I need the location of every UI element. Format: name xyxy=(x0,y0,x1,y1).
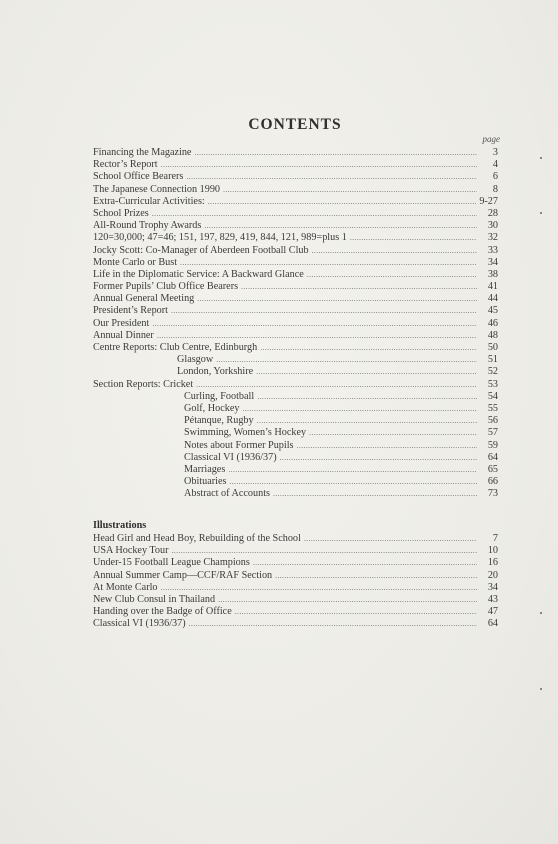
illustration-entry xyxy=(93,594,498,606)
contents-entry xyxy=(93,464,498,476)
dot-leader xyxy=(297,440,477,452)
contents-entry-title: Abstract of Accounts xyxy=(184,488,271,500)
illustration-entry-page: 10 xyxy=(487,545,498,557)
dot-leader xyxy=(152,318,477,330)
dot-leader xyxy=(242,403,477,415)
dot-leader xyxy=(228,464,477,476)
illustration-entry xyxy=(93,545,498,557)
contents-entry xyxy=(93,427,498,439)
contents-entry-title: Marriages xyxy=(184,463,226,475)
illustration-entry-page: 34 xyxy=(487,581,498,593)
illustration-entry-title: Classical VI (1936/37) xyxy=(93,618,186,630)
contents-entry-title: Obituaries xyxy=(184,476,227,488)
contents-entry-page: 9-27 xyxy=(479,195,498,207)
contents-entry-title: Annual General Meeting xyxy=(93,293,195,305)
illustration-entry-page: 16 xyxy=(487,557,498,569)
dot-leader xyxy=(208,196,477,208)
contents-entry xyxy=(93,318,498,330)
contents-entry xyxy=(93,220,498,232)
illustration-entry-title: Under-15 Football League Champions xyxy=(93,557,250,569)
illustration-entry xyxy=(93,570,498,582)
dot-leader xyxy=(172,545,478,557)
contents-entry-title: School Office Bearers xyxy=(93,171,184,183)
contents-entry xyxy=(93,159,498,171)
contents-entry-title: All-Round Trophy Awards xyxy=(93,220,202,232)
paper-speck xyxy=(540,612,542,614)
contents-entry xyxy=(93,379,498,391)
contents-entry-title: Pétanque, Rugby xyxy=(184,415,254,427)
contents-entry xyxy=(93,330,498,342)
contents-entry-page: 56 xyxy=(487,415,498,427)
contents-entry xyxy=(93,245,498,257)
contents-entry-page: 44 xyxy=(487,293,498,305)
contents-entry xyxy=(93,354,498,366)
contents-entry-title: Classical VI (1936/37) xyxy=(184,451,277,463)
contents-entry-page: 32 xyxy=(487,232,498,244)
illustration-entry-title: USA Hockey Tour xyxy=(93,545,169,557)
dot-leader xyxy=(275,570,477,582)
contents-entry-page: 28 xyxy=(487,207,498,219)
dot-leader xyxy=(304,533,477,545)
contents-entry-title: Notes about Former Pupils xyxy=(184,439,294,451)
dot-leader xyxy=(280,452,477,464)
illustration-entry xyxy=(93,618,498,630)
illustration-entry xyxy=(93,582,498,594)
dot-leader xyxy=(350,232,477,244)
dot-leader xyxy=(241,281,477,293)
contents-entry-page: 41 xyxy=(487,281,498,293)
contents-entry xyxy=(93,415,498,427)
illustration-entry-page: 7 xyxy=(492,533,498,544)
contents-entry xyxy=(93,269,498,281)
dot-leader xyxy=(194,147,477,159)
dot-leader xyxy=(229,476,477,488)
dot-leader xyxy=(260,342,477,354)
contents-entry-title: Our President xyxy=(93,317,150,329)
dot-leader xyxy=(161,582,477,594)
contents-entry-page: 59 xyxy=(487,439,498,451)
contents-entry xyxy=(93,232,498,244)
dot-leader xyxy=(161,159,477,171)
contents-entry xyxy=(93,171,498,183)
contents-entry xyxy=(93,403,498,415)
dot-leader xyxy=(157,330,477,342)
contents-entry xyxy=(93,184,498,196)
contents-entry-page: 4 xyxy=(492,159,498,171)
contents-entry-page: 73 xyxy=(487,488,498,500)
paper-speck xyxy=(540,212,542,214)
dot-leader xyxy=(312,245,477,257)
contents-entry-title: Swimming, Women’s Hockey xyxy=(184,427,307,439)
contents-entry-title: Curling, Football xyxy=(184,390,255,402)
illustrations-heading: Illustrations xyxy=(93,520,147,531)
contents-entry xyxy=(93,391,498,403)
contents-entry xyxy=(93,366,498,378)
contents-entry-title: Centre Reports: Club Centre, Edinburgh xyxy=(93,342,258,353)
contents-entry-page: 64 xyxy=(487,451,498,463)
contents-entry-page: 3 xyxy=(492,147,498,158)
contents-entry xyxy=(93,488,498,500)
contents-entry-title: Rector’s Report xyxy=(93,159,158,171)
dot-leader xyxy=(253,557,477,569)
contents-entry-page: 6 xyxy=(492,171,498,183)
contents-entry-page: 57 xyxy=(487,427,498,439)
dot-leader xyxy=(171,305,477,317)
illustration-entry-page: 64 xyxy=(487,618,498,630)
contents-entry xyxy=(93,440,498,452)
contents-entry xyxy=(93,342,498,354)
contents-entry xyxy=(93,293,498,305)
contents-entry-title: Former Pupils’ Club Office Bearers xyxy=(93,281,239,293)
contents-entry-title: Annual Dinner xyxy=(93,329,154,341)
contents-entry-page: 48 xyxy=(487,329,498,341)
illustration-entry-title: At Monte Carlo xyxy=(93,581,158,593)
dot-leader xyxy=(204,220,477,232)
contents-entry-title: Section Reports: Cricket xyxy=(93,378,194,390)
dot-leader xyxy=(196,379,477,391)
illustrations-list xyxy=(93,533,498,631)
illustration-entry xyxy=(93,606,498,618)
illustration-entry-title: Head Girl and Head Boy, Rebuilding of the School xyxy=(93,533,301,544)
contents-entry-title: Life in the Diplomatic Service: A Backward Glance xyxy=(93,268,304,280)
illustration-entry-page: 43 xyxy=(487,593,498,605)
dot-leader xyxy=(235,606,477,618)
contents-entry-page: 30 xyxy=(487,220,498,232)
contents-entry xyxy=(93,196,498,208)
dot-leader xyxy=(180,257,477,269)
contents-entry xyxy=(93,281,498,293)
contents-entry-title: President’s Report xyxy=(93,305,168,317)
dot-leader xyxy=(152,208,477,220)
dot-leader xyxy=(273,488,477,500)
contents-entry-title: Golf, Hockey xyxy=(184,402,240,414)
dot-leader xyxy=(256,366,477,378)
contents-entry xyxy=(93,305,498,317)
dot-leader xyxy=(186,171,477,183)
contents-entry-title: Jocky Scott: Co-Manager of Aberdeen Football Club xyxy=(93,244,309,256)
illustration-entry-title: Annual Summer Camp—CCF/RAF Section xyxy=(93,569,273,581)
dot-leader xyxy=(216,354,477,366)
contents-entry-page: 54 xyxy=(487,390,498,402)
contents-entry xyxy=(93,452,498,464)
dot-leader xyxy=(189,618,477,630)
dot-leader xyxy=(309,427,477,439)
contents-entry-page: 52 xyxy=(487,366,498,378)
contents-entry xyxy=(93,257,498,269)
contents-entry-page: 46 xyxy=(487,317,498,329)
illustration-entry-page: 47 xyxy=(487,606,498,618)
contents-title: CONTENTS xyxy=(248,116,342,133)
dot-leader xyxy=(257,415,477,427)
contents-entry-title: London, Yorkshire xyxy=(177,366,254,378)
paper-speck xyxy=(540,157,542,159)
illustration-entry xyxy=(93,557,498,569)
dot-leader xyxy=(223,184,477,196)
contents-entry-page: 34 xyxy=(487,256,498,268)
contents-entry-page: 50 xyxy=(487,342,498,353)
dot-leader xyxy=(197,293,477,305)
illustration-entry-page: 20 xyxy=(487,569,498,581)
contents-entry-page: 38 xyxy=(487,268,498,280)
contents-entry-title: Glasgow xyxy=(177,354,214,366)
contents-entry-page: 66 xyxy=(487,476,498,488)
paper-speck xyxy=(540,688,542,690)
contents-entry-title: Extra-Curricular Activities: xyxy=(93,195,205,207)
contents-entry-page: 33 xyxy=(487,244,498,256)
contents-entry xyxy=(93,208,498,220)
contents-list xyxy=(93,147,498,500)
illustration-entry-title: Handing over the Badge of Office xyxy=(93,606,232,618)
dot-leader xyxy=(257,391,477,403)
contents-entry-title: 120=30,000; 47=46; 151, 197, 829, 419, 844, 121, 989=plus 1 xyxy=(93,232,347,244)
contents-entry-page: 53 xyxy=(487,378,498,390)
page-column-header: page xyxy=(482,134,500,144)
contents-entry-page: 65 xyxy=(487,463,498,475)
contents-entry xyxy=(93,147,498,159)
contents-entry-title: The Japanese Connection 1990 xyxy=(93,183,221,195)
dot-leader xyxy=(307,269,477,281)
illustration-entry xyxy=(93,533,498,545)
contents-entry-page: 8 xyxy=(492,183,498,195)
illustration-entry-title: New Club Consul in Thailand xyxy=(93,593,216,605)
contents-entry-page: 51 xyxy=(487,354,498,366)
contents-entry-title: School Prizes xyxy=(93,207,149,219)
contents-entry-page: 55 xyxy=(487,402,498,414)
contents-entry-title: Financing the Magazine xyxy=(93,147,192,158)
contents-entry xyxy=(93,476,498,488)
contents-entry-page: 45 xyxy=(487,305,498,317)
dot-leader xyxy=(218,594,477,606)
contents-entry-title: Monte Carlo or Bust xyxy=(93,256,178,268)
